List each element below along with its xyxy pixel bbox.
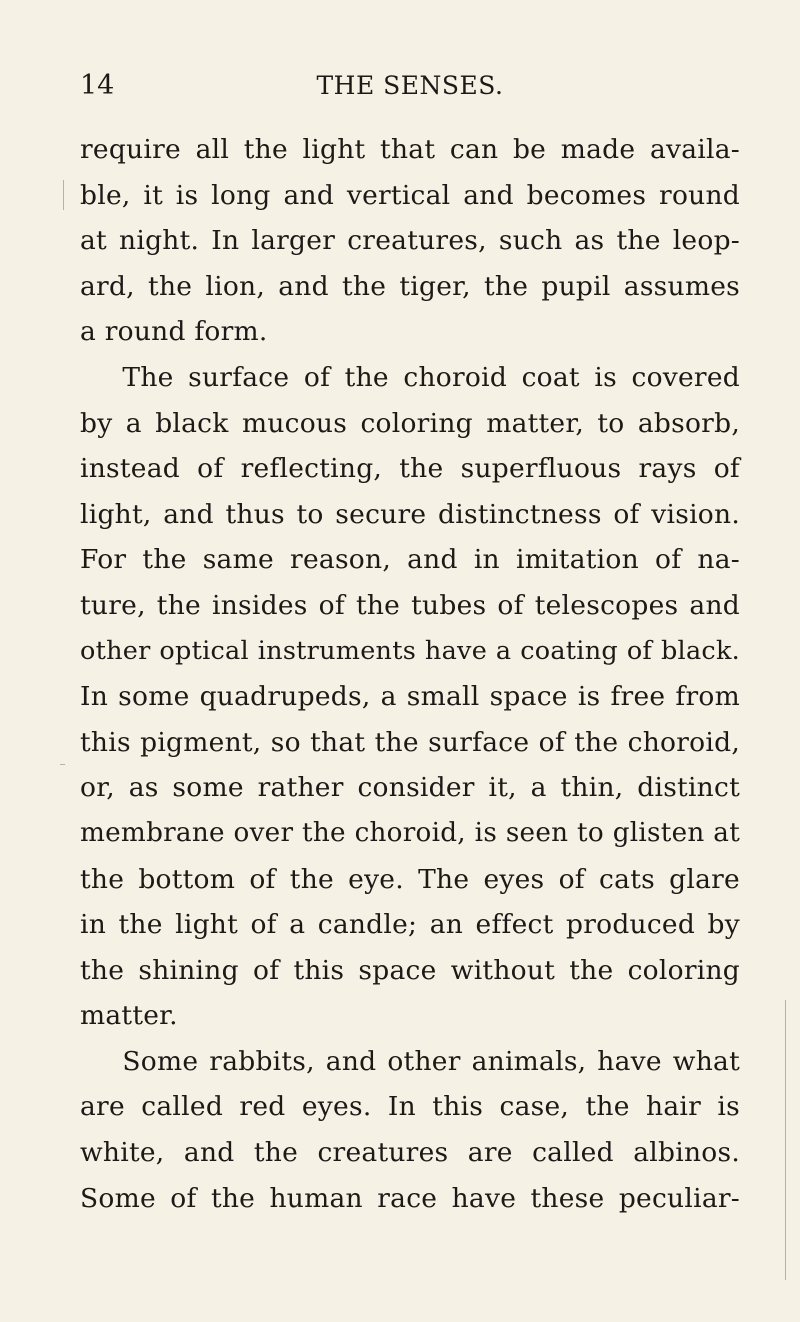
scan-mark xyxy=(63,180,64,210)
text-line: For the same reason, and in imitation of na- xyxy=(80,544,740,576)
text-line: light, and thus to secure distinctness of vision. xyxy=(80,498,740,530)
text-line: In some quadrupeds, a small space is free from xyxy=(80,681,740,713)
text-line: require all the light that can be made availa- xyxy=(80,134,740,165)
text-line: ture, the insides of the tubes of telescopes and xyxy=(80,589,740,621)
page-number: 14 xyxy=(80,70,115,101)
text-line: this pigment, so that the surface of the choroid, xyxy=(80,726,740,758)
running-head: THE SENSES. xyxy=(316,71,504,100)
text-line: the bottom of the eye. The eyes of cats glare xyxy=(80,863,740,895)
text-line: or, as some rather consider it, a thin, distinct xyxy=(80,772,740,804)
text-line: the shining of this space without the coloring xyxy=(80,954,740,986)
text-line: in the light of a candle; an effect produced by xyxy=(80,909,740,941)
text-line: white, and the creatures are called albinos. xyxy=(80,1137,740,1169)
scan-mark xyxy=(60,764,65,765)
text-line: membrane over the choroid, is seen to glisten at xyxy=(80,817,740,848)
text-line: a round form. xyxy=(80,316,268,348)
text-line: are called red eyes. In this case, the hair is xyxy=(80,1091,740,1123)
text-line: ble, it is long and vertical and becomes round xyxy=(80,179,740,211)
text-line: other optical instruments have a coating of black. xyxy=(80,635,740,666)
text-line: matter. xyxy=(80,1000,178,1032)
scan-mark xyxy=(785,1000,786,1280)
text-line: Some rabbits, and other animals, have what xyxy=(122,1045,740,1077)
page-header xyxy=(80,66,740,106)
text-line: ard, the lion, and the tiger, the pupil assumes xyxy=(80,270,740,302)
text-line: at night. In larger creatures, such as the leop- xyxy=(80,225,740,257)
text-line: The surface of the choroid coat is covered xyxy=(122,361,740,393)
text-line: Some of the human race have these peculiar- xyxy=(80,1182,740,1214)
text-line: by a black mucous coloring matter, to absorb, xyxy=(80,407,740,439)
body-text xyxy=(80,127,740,1221)
text-line: instead of reflecting, the superfluous rays of xyxy=(80,453,740,485)
